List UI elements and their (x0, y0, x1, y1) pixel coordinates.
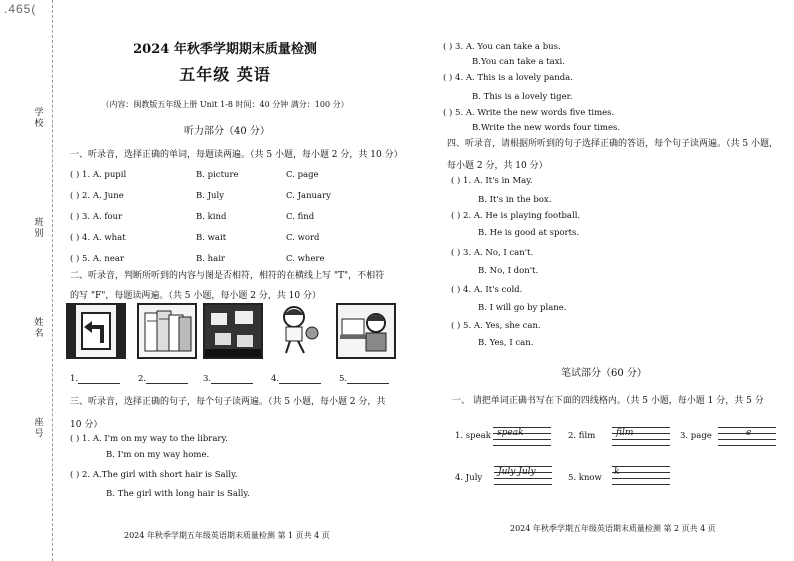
blank-3[interactable]: 3. (203, 374, 253, 384)
writing-title: 笔试部分（60 分） (561, 368, 647, 379)
corner-code: .465( (4, 2, 37, 16)
footer-page-2: 2024 年秋季学期五年级英语期末质量检测 第 2 页共 4 页 (510, 524, 716, 533)
exam-subject: 五年级 英语 (179, 65, 271, 84)
blank-2[interactable]: 2. (138, 374, 188, 384)
writing-part1-instruction: 一、 请把单词正确书写在下面的四线格内。（共 5 小题，每小题 1 分，共 5 分 (452, 396, 764, 406)
listening-part4-instruction-1: 四、听录音，请根据所听到的句子选择正确的答语，每个句子读两遍。（共 5 小题， (447, 139, 778, 149)
blank-1[interactable]: 1. (70, 374, 120, 384)
four-line-grid[interactable]: e (718, 427, 776, 445)
side-label-school: 学校 (34, 108, 44, 129)
side-label-class: 班别 (34, 218, 44, 239)
four-line-grid[interactable]: film (612, 427, 670, 445)
listening-part4-instruction-2: 每小题 2 分，共 10 分） (447, 161, 548, 171)
binding-line (52, 0, 53, 561)
picture-computer-room (203, 303, 263, 359)
picture-boy-at-computer (336, 303, 396, 359)
four-line-grid[interactable]: k (612, 466, 670, 484)
picture-turn-left-sign (66, 303, 126, 359)
listening-part3-instruction-cont: 10 分） (70, 420, 103, 430)
listening-part2-instruction-2: 的写 "F"，每题读两遍。（共 5 小题，每小题 2 分，共 10 分） (70, 291, 321, 301)
side-label-seat: 座号 (34, 418, 44, 439)
four-line-grid[interactable]: speak (493, 427, 551, 445)
blank-4[interactable]: 4. (271, 374, 321, 384)
footer-page-1: 2024 年秋季学期五年级英语期末质量检测 第 1 页共 4 页 (124, 531, 330, 540)
listening-part1-instruction: 一、听录音，选择正确的单词，每题读两遍。（共 5 小题，每小题 2 分，共 10 分） (70, 150, 403, 160)
blank-5[interactable]: 5. (339, 374, 389, 384)
four-line-grid[interactable]: July July (494, 466, 552, 484)
side-label-name: 姓名 (34, 318, 44, 339)
listening-part2-instruction-1: 二、听录音，判断所听到的内容与图是否相符，相符的在横线上写 "T"，不相符 (70, 271, 385, 281)
listening-part3-instruction: 三、听录音，选择正确的句子，每个句子读两遍。（共 5 小题，每小题 2 分，共 (70, 397, 386, 407)
listening-title: 听力部分（40 分） (184, 126, 270, 137)
exam-title: 2024 年秋季学期期末质量检测 (133, 42, 317, 57)
exam-info: （内容：闽教版五年级上册 Unit 1-8 时间：40 分钟 满分：100 分） (101, 100, 349, 109)
picture-boy-playing-ball (268, 303, 324, 355)
picture-books (137, 303, 197, 359)
